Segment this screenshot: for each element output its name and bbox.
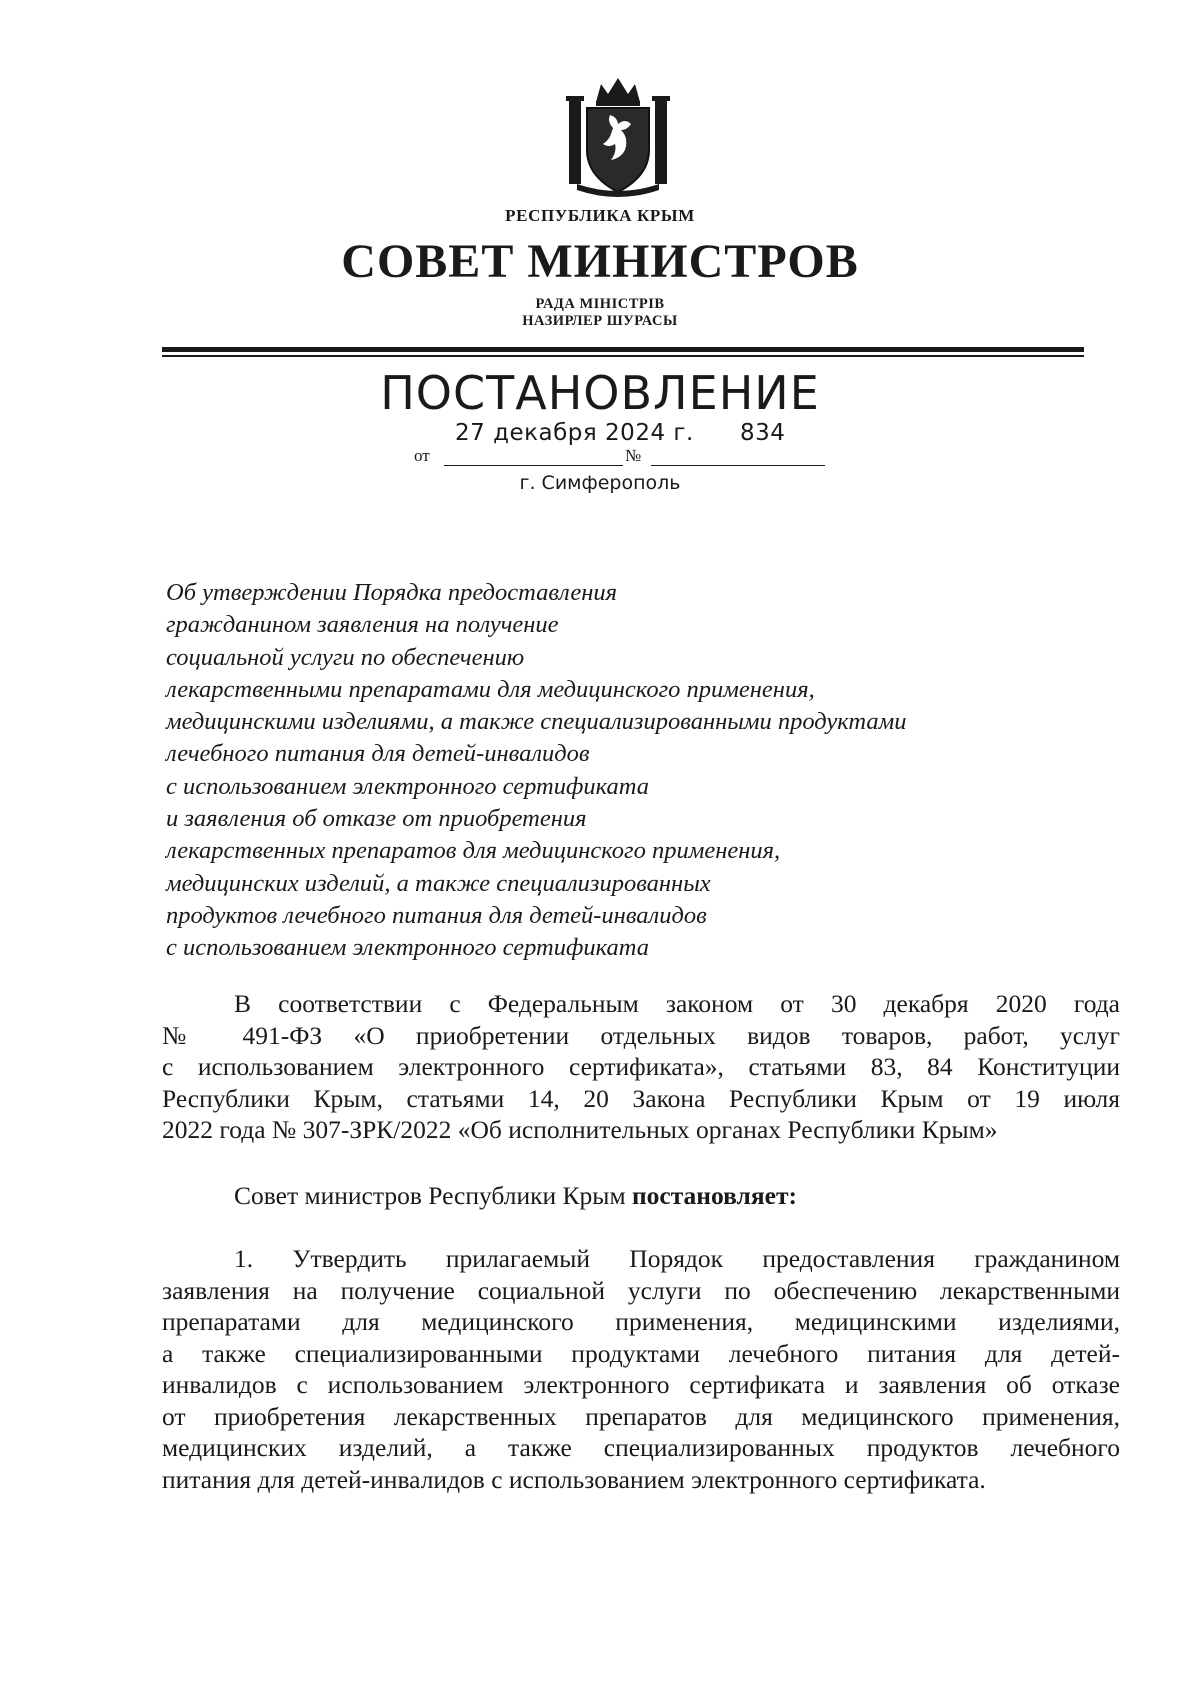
subject-line: лечебного питания для детей-инвалидов [166, 740, 590, 768]
subject-line: лекарственных препаратов для медицинского применения, [166, 837, 781, 865]
subject-line: лекарственными препаратами для медицинского применения, [166, 675, 815, 703]
paragraph-line: заявления на получение социальной услуги по обеспечению лекарственными [162, 1275, 1120, 1305]
decides-text: Совет министров Республики Крым [234, 1181, 632, 1210]
date-number-row [0, 420, 1200, 470]
council-title-ukrainian: РАДА МІНІСТРІВ [535, 296, 665, 312]
city-name: г. Симферополь [519, 472, 681, 494]
republic-name: РЕСПУБЛИКА КРЫМ [505, 206, 695, 225]
paragraph-line: медицинских изделий, а также специализированных продуктов лечебного [162, 1433, 1120, 1462]
paragraph-line: препаратами для медицинского применения, медицинскими изделиями, [162, 1307, 1120, 1336]
paragraph-line: а также специализированными продуктами лечебного питания для детей- [162, 1338, 1120, 1368]
paragraph-line: с использованием электронного сертификата», статьями 83, 84 Конституции [162, 1052, 1120, 1081]
subject-line: Об утверждении Порядка предоставления [166, 579, 617, 606]
subject-line: с использованием электронного сертификата [166, 934, 649, 962]
paragraph-line: питания для детей-инвалидов с использованием электронного сертификата. [162, 1464, 986, 1494]
council-title-crimean-tatar: НАЗИРЛЕР ШУРАСЫ [522, 313, 678, 329]
number-underline [651, 465, 825, 466]
item-1-paragraph [162, 1243, 1120, 1495]
decree-number: 834 [740, 420, 786, 446]
decree-date: 27 декабря 2024 г. [455, 420, 694, 446]
decides-verb: постановляет: [631, 1181, 797, 1210]
decree-title: ПОСТАНОВЛЕНИЕ [380, 366, 820, 420]
number-label: № [625, 446, 642, 465]
date-underline [444, 465, 623, 466]
subject-line: и заявления об отказе от приобретения [166, 805, 587, 833]
paragraph-line: В соответствии с Федеральным законом от 30 декабря 2020 года [234, 989, 1120, 1018]
header-divider-thick [162, 347, 1084, 352]
decides-paragraph [162, 1180, 1120, 1212]
council-title: СОВЕТ МИНИСТРОВ [341, 235, 859, 288]
date-label: от [414, 446, 430, 465]
header-divider-thin [162, 355, 1084, 357]
subject-line: с использованием электронного сертификата [166, 772, 649, 800]
subject-line: гражданином заявления на получение [166, 611, 559, 639]
paragraph-line: от приобретения лекарственных препаратов для медицинского применения, [162, 1401, 1120, 1431]
subject-line: социальной услуги по обеспечению [166, 643, 525, 671]
legal-basis-paragraph [162, 988, 1120, 1146]
subject-line: медицинских изделий, а также специализированных [166, 869, 711, 897]
paragraph-line: инвалидов с использованием электронного сертификата и заявления об отказе [162, 1370, 1120, 1399]
paragraph-line: 2022 года № 307-ЗРК/2022 «Об исполнительных органах Республики Крым» [162, 1115, 998, 1144]
subject-line: продуктов лечебного питания для детей-инвалидов [166, 901, 707, 929]
paragraph-line: Республики Крым, статьями 14, 20 Закона Республики Крым от 19 июля [162, 1083, 1120, 1113]
paragraph-line: № 491-ФЗ «О приобретении отдельных видов товаров, работ, услуг [162, 1020, 1120, 1050]
coat-of-arms-icon [563, 72, 673, 200]
subject-line: медицинскими изделиями, а также специализированными продуктами [166, 708, 907, 736]
paragraph-line: 1. Утвердить прилагаемый Порядок предоставления гражданином [234, 1244, 1120, 1273]
decree-subject [166, 577, 1066, 965]
